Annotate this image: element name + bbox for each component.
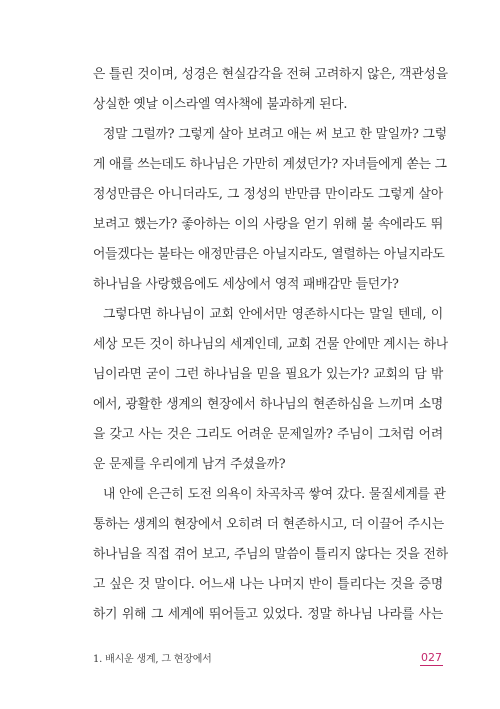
- text-line: 하나님을 직접 겪어 보고, 주님의 말씀이 틀리지 않다는 것을 전하: [93, 547, 448, 562]
- text-line: 정성만큼은 아니더라도, 그 정성의 반만큼 만이라도 그렇게 살아: [93, 187, 443, 202]
- text-line: 고 싶은 것 말이다. 어느새 나는 나머지 반이 틀리다는 것을 증명: [93, 577, 443, 592]
- text-line: 운 문제를 우리에게 남겨 주셨을까?: [93, 457, 286, 472]
- page-footer: [93, 650, 443, 670]
- running-title: 1. 배시운 생계, 그 현장에서: [93, 654, 212, 665]
- text-line: 은 틀린 것이며, 성경은 현실감각을 전혀 고려하지 않은, 객관성을: [93, 67, 448, 82]
- text-line: 게 애를 쓰는데도 하나님은 가만히 계셨던가? 자녀들에게 쏟는 그: [93, 157, 447, 172]
- paragraph: [93, 120, 447, 300]
- text-line: 세상 모든 것이 하나님의 세계인데, 교회 건물 안에만 계시는 하나: [93, 337, 448, 352]
- text-line: 그렇다면 하나님이 교회 안에서만 영존하시다는 말일 텐데, 이: [103, 307, 443, 322]
- text-line: 상실한 옛날 이스라엘 역사책에 불과하게 된다.: [93, 97, 348, 112]
- text-line: 을 갖고 사는 것은 그리도 어려운 문제일까? 주님이 그처럼 어려: [93, 427, 443, 442]
- paragraph: [93, 480, 448, 630]
- text-line: 보려고 했는가? 좋아하는 이의 사랑을 얻기 위해 불 속에라도 뛰: [93, 217, 443, 232]
- body-text: [93, 60, 448, 630]
- text-line: 에서, 광활한 생계의 현장에서 하나님의 현존하심을 느끼며 소명: [93, 397, 443, 412]
- text-line: 통하는 생계의 현장에서 오히려 더 현존하시고, 더 이끌어 주시는: [93, 517, 445, 532]
- paragraph: [93, 60, 448, 120]
- text-line: 하나님을 사랑했음에도 세상에서 영적 패배감만 들던가?: [93, 277, 399, 292]
- text-line: 님이라면 굳이 그런 하나님을 믿을 필요가 있는가? 교회의 담 밖: [93, 367, 443, 382]
- text-line: 정말 그럴까? 그렇게 살아 보려고 애는 써 보고 한 말일까? 그렇: [103, 127, 447, 142]
- paragraph: [93, 300, 448, 480]
- text-line: 하기 위해 그 세계에 뛰어들고 있었다. 정말 하나님 나라를 사는: [93, 607, 443, 622]
- text-line: 내 안에 은근히 도전 의욕이 차곡차곡 쌓여 갔다. 물질세계를 관: [103, 487, 446, 502]
- page-number: 027: [421, 651, 442, 664]
- text-line: 어들겠다는 불타는 애정만큼은 아닐지라도, 열렬하는 아닐지라도: [93, 247, 445, 262]
